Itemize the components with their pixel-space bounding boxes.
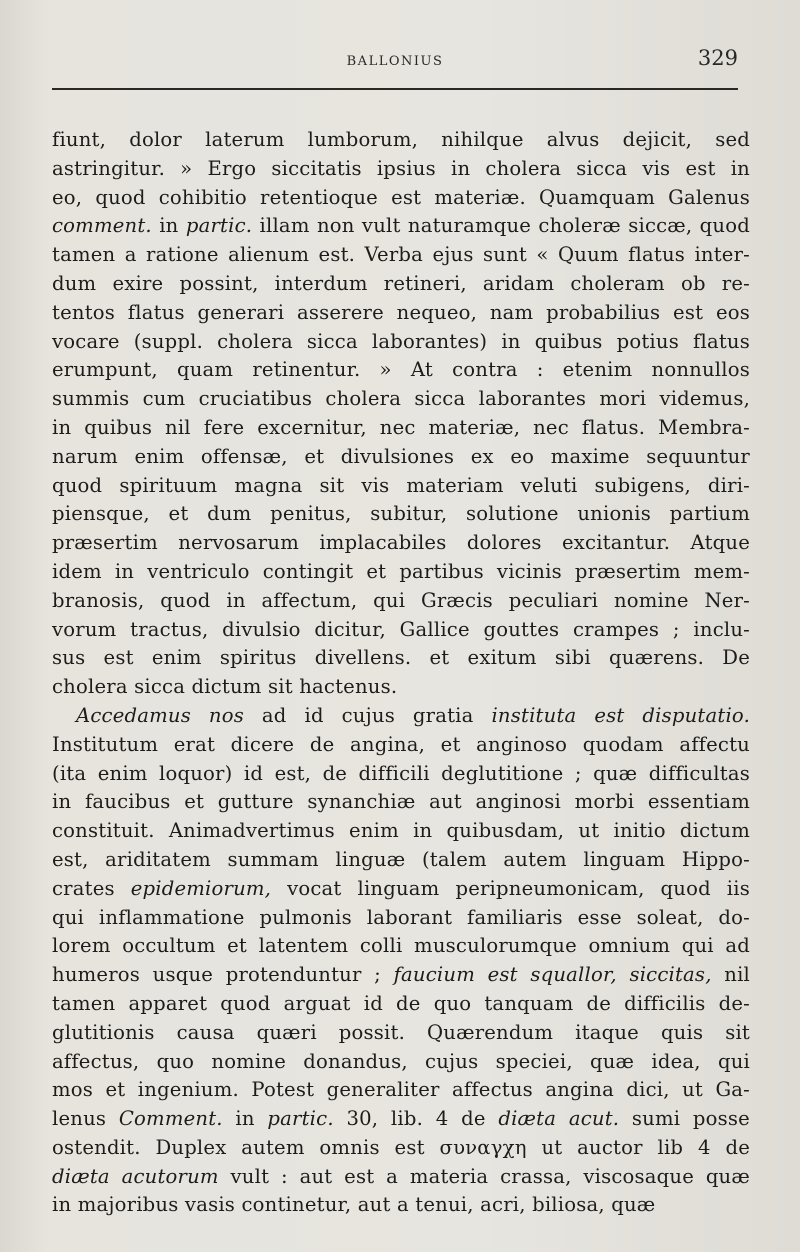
text-line [52, 1105, 750, 1134]
text-line [52, 961, 750, 990]
italic-segment: instituta est disputatio. [491, 703, 750, 727]
italic-segment: Accedamus nos [76, 703, 244, 727]
text-line [52, 932, 750, 961]
text-line [52, 155, 750, 184]
text-segment: cholera sicca dictum sit hactenus. [52, 675, 398, 699]
text-line [52, 760, 750, 789]
text-line [52, 788, 750, 817]
text-line [52, 558, 750, 587]
text-segment: eo, quod cohibitio retentioque est materiæ. Quamquam Galenus [52, 185, 750, 209]
text-line [52, 817, 750, 846]
text-segment: glutitionis causa quæri possit. Quærendum itaque quis sit [52, 1020, 750, 1044]
text-segment: lenus [52, 1107, 119, 1131]
text-segment: sumi posse [619, 1107, 750, 1131]
text-segment: 30, lib. 4 de [333, 1107, 499, 1131]
text-line [52, 1134, 750, 1163]
text-segment: affectus, quo nomine donandus, cujus speciei, quæ idea, qui [52, 1049, 750, 1073]
text-line [52, 270, 750, 299]
italic-segment: partic. [185, 214, 253, 238]
text-line [52, 184, 750, 213]
italic-segment: partic. [267, 1107, 334, 1131]
text-line [52, 241, 750, 270]
text-segment: astringitur. » Ergo siccitatis ipsius in cholera sicca vis est in [52, 156, 750, 180]
text-segment: in majoribus vasis continetur, aut a tenui, acri, biliosa, quæ [52, 1193, 656, 1217]
text-line [52, 1163, 750, 1192]
text-segment: in faucibus et gutture synanchiæ aut anginosi morbi essentiam [52, 790, 750, 814]
text-segment: constituit. Animadvertimus enim in quibusdam, ut initio dictum [52, 819, 750, 843]
text-segment: est, ariditatem summam linguæ (talem autem linguam Hippo- [52, 847, 750, 871]
text-line [52, 1076, 750, 1105]
text-line [52, 472, 750, 501]
text-segment: ostendit. Duplex autem omnis est συναγχη ut auctor lib 4 de [52, 1135, 750, 1159]
page-number: 329 [697, 46, 738, 70]
text-segment: branosis, quod in affectum, qui Græcis peculiari nomine Ner- [52, 588, 750, 612]
italic-segment: epidemiorum, [130, 876, 272, 900]
text-line [52, 500, 750, 529]
text-segment: vult : aut est a materia crassa, viscosaque quæ [218, 1164, 750, 1188]
text-segment: in quibus nil fere excernitur, nec materiæ, nec flatus. Membra- [52, 415, 750, 439]
text-line [52, 385, 750, 414]
page-header [52, 46, 738, 78]
text-line [52, 414, 750, 443]
italic-segment: diæta acut. [498, 1107, 620, 1131]
text-segment: crates [52, 876, 131, 900]
text-line [52, 126, 750, 155]
running-head: BALLONIUS [346, 54, 444, 69]
italic-segment: Comment. [118, 1107, 223, 1131]
text-segment: nil [711, 963, 750, 987]
text-line [52, 212, 750, 241]
text-segment: in [151, 214, 186, 238]
header-rule [52, 88, 738, 90]
text-line [52, 529, 750, 558]
text-segment: tamen apparet quod arguat id de quo tanquam de difficilis de- [52, 991, 750, 1015]
text-line [52, 1019, 750, 1048]
text-segment: sus est enim spiritus divellens. et exitum sibi quærens. De [52, 646, 750, 670]
text-segment: idem in ventriculo contingit et partibus vicinis præsertim mem- [52, 559, 750, 583]
text-line [52, 673, 750, 702]
text-segment: summis cum cruciatibus cholera sicca laborantes mori videmus, [52, 387, 750, 411]
text-segment: dum exire possint, interdum retineri, aridam choleram ob re- [52, 271, 750, 295]
text-line [52, 731, 750, 760]
italic-segment: comment. [52, 214, 152, 238]
text-segment: piensque, et dum penitus, subitur, solutione unionis partium [52, 502, 750, 526]
text-segment: narum enim offensæ, et divulsiones ex eo maxime sequuntur [52, 444, 750, 468]
text-segment: Institutum erat dicere de angina, et anginoso quodam affectu [52, 732, 750, 756]
text-line [52, 299, 750, 328]
text-segment: erumpunt, quam retinentur. » At contra : etenim nonnullos [52, 358, 750, 382]
text-segment: vocat linguam peripneumonicam, quod iis [271, 876, 750, 900]
text-segment: (ita enim loquor) id est, de difficili deglutitione ; quæ difficultas [52, 761, 750, 785]
text-segment: qui inflammatione pulmonis laborant familiaris esse soleat, do- [52, 905, 750, 929]
text-segment: fiunt, dolor laterum lumborum, nihilque alvus dejicit, sed [52, 128, 750, 151]
text-line [52, 328, 750, 357]
text-segment: ad id cujus gratia [243, 703, 492, 727]
text-line [52, 846, 750, 875]
text-line [52, 904, 750, 933]
text-segment: præsertim nervosarum implacabiles dolores excitantur. Atque [52, 531, 750, 555]
text-segment: lorem occultum et latentem colli musculorumque omnium qui ad [52, 934, 750, 958]
text-line [52, 443, 750, 472]
text-line [52, 1048, 750, 1077]
text-line [52, 644, 750, 673]
text-line [52, 1191, 750, 1220]
text-segment: quod spirituum magna sit vis materiam veluti subigens, diri- [52, 473, 750, 497]
text-segment: in [222, 1107, 268, 1131]
text-line [52, 875, 750, 904]
text-segment: tamen a ratione alienum est. Verba ejus sunt « Quum flatus inter- [52, 243, 750, 267]
text-segment: mos et ingenium. Potest generaliter affectus angina dici, ut Ga- [52, 1078, 750, 1102]
text-segment: vorum tractus, divulsio dicitur, Gallice gouttes crampes ; inclu- [52, 617, 750, 641]
italic-segment: faucium est squallor, siccitas, [393, 963, 712, 987]
text-line [52, 356, 750, 385]
text-line [52, 616, 750, 645]
italic-segment: diæta acutorum [52, 1164, 219, 1188]
text-line [52, 702, 750, 731]
text-line [52, 587, 750, 616]
text-segment: tentos flatus generari asserere nequeo, nam probabilius est eos [52, 300, 750, 324]
body-text [52, 126, 750, 1220]
text-segment: vocare (suppl. cholera sicca laborantes) in quibus potius flatus [52, 329, 750, 353]
text-line [52, 990, 750, 1019]
text-segment: humeros usque protenduntur ; [52, 963, 394, 987]
text-segment: illam non vult naturamque choleræ siccæ, quod [252, 214, 750, 238]
